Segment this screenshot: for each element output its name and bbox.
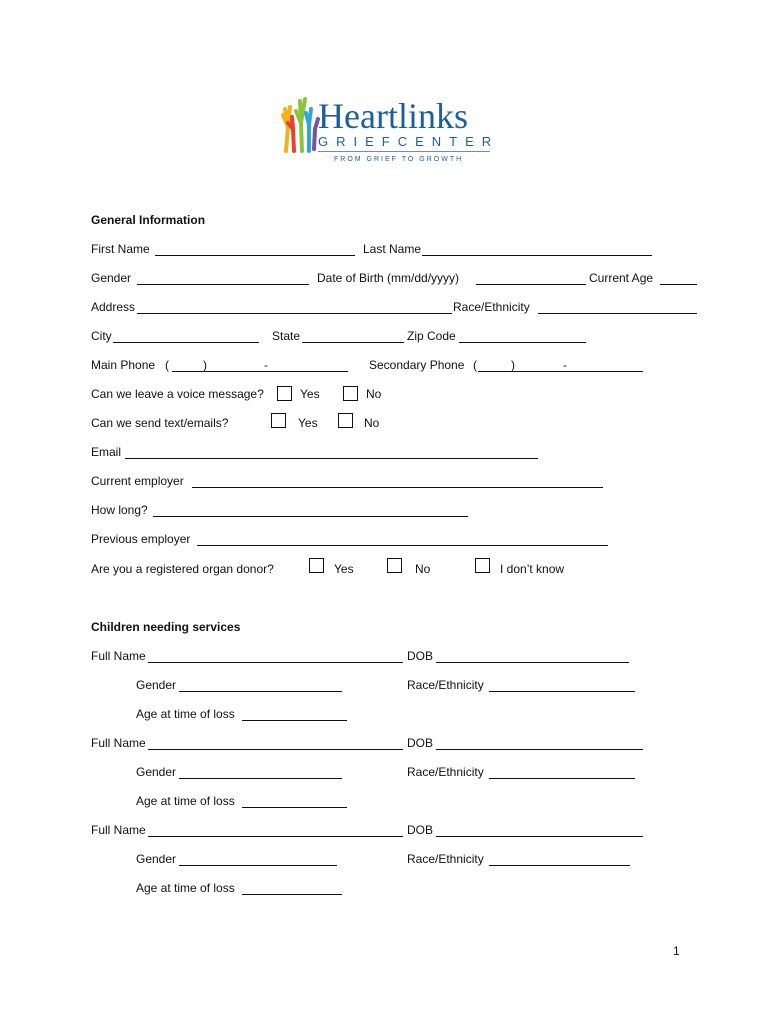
- how-long-field[interactable]: [153, 503, 468, 517]
- logo-tagline: FROM GRIEF TO GROWTH: [334, 156, 464, 163]
- child-3-full-name-field[interactable]: [148, 823, 403, 837]
- child-2-gender-label: Gender: [136, 765, 177, 779]
- city-field[interactable]: [113, 329, 259, 343]
- race-label: Race/Ethnicity: [453, 300, 530, 314]
- main-phone-paren-close: ): [203, 358, 207, 372]
- organ-yes-label: Yes: [334, 562, 354, 576]
- state-label: State: [272, 329, 301, 343]
- hands-logo-icon: [280, 93, 320, 155]
- race-field[interactable]: [538, 300, 697, 314]
- child-1-full-name-field[interactable]: [148, 649, 403, 663]
- secondary-phone-paren-open: (: [473, 358, 477, 372]
- last-name-label: Last Name: [363, 242, 422, 256]
- child-1-dob-label: DOB: [407, 649, 434, 663]
- last-name-field[interactable]: [422, 242, 652, 256]
- organ-yes-checkbox[interactable]: [309, 558, 324, 573]
- organ-donor-question: Are you a registered organ donor?: [91, 562, 274, 576]
- address-label: Address: [91, 300, 136, 314]
- state-field[interactable]: [302, 329, 404, 343]
- child-1-race-field[interactable]: [489, 678, 635, 692]
- text-yes-label: Yes: [298, 416, 318, 430]
- text-no-checkbox[interactable]: [338, 413, 353, 428]
- main-phone-dash: -: [264, 358, 268, 372]
- organ-no-checkbox[interactable]: [387, 558, 402, 573]
- organ-dont-know-label: I don’t know: [500, 562, 565, 576]
- child-1-dob-field[interactable]: [436, 649, 629, 663]
- how-long-label: How long?: [91, 503, 148, 517]
- dob-label: Date of Birth (mm/dd/yyyy): [317, 271, 460, 285]
- gender-field[interactable]: [137, 271, 309, 285]
- current-age-field[interactable]: [660, 271, 697, 285]
- child-3-race-field[interactable]: [489, 852, 630, 866]
- email-label: Email: [91, 445, 122, 459]
- child-2-age-loss-field[interactable]: [242, 794, 347, 808]
- city-label: City: [91, 329, 112, 343]
- child-2-dob-field[interactable]: [436, 736, 643, 750]
- logo-subtitle: GRIEFCENTER: [318, 134, 500, 149]
- voice-message-question: Can we leave a voice message?: [91, 387, 264, 401]
- child-1-full-name-label: Full Name: [91, 649, 146, 663]
- text-no-label: No: [364, 416, 380, 430]
- employer-label: Current employer: [91, 474, 184, 488]
- main-phone-label: Main Phone: [91, 358, 156, 372]
- organ-no-label: No: [415, 562, 431, 576]
- child-3-dob-label: DOB: [407, 823, 434, 837]
- prev-employer-field[interactable]: [197, 532, 608, 546]
- child-3-race-label: Race/Ethnicity: [407, 852, 484, 866]
- email-field[interactable]: [125, 445, 538, 459]
- child-3-gender-field[interactable]: [179, 852, 337, 866]
- child-3-age-loss-label: Age at time of loss: [136, 881, 235, 895]
- children-heading: Children needing services: [91, 620, 241, 634]
- child-2-gender-field[interactable]: [179, 765, 342, 779]
- voice-yes-label: Yes: [300, 387, 320, 401]
- child-1-gender-field[interactable]: [179, 678, 342, 692]
- logo-divider: [318, 151, 490, 152]
- zip-label: Zip Code: [407, 329, 456, 343]
- text-email-question: Can we send text/emails?: [91, 416, 229, 430]
- organ-dont-know-checkbox[interactable]: [475, 558, 490, 573]
- current-age-label: Current Age: [589, 271, 654, 285]
- secondary-phone-dash: -: [563, 358, 567, 372]
- text-yes-checkbox[interactable]: [271, 413, 286, 428]
- gender-label: Gender: [91, 271, 132, 285]
- logo-title: Heartlinks: [318, 96, 468, 136]
- child-3-full-name-label: Full Name: [91, 823, 146, 837]
- child-2-full-name-field[interactable]: [148, 736, 403, 750]
- voice-no-checkbox[interactable]: [343, 386, 358, 401]
- main-phone-field[interactable]: [172, 358, 348, 372]
- prev-employer-label: Previous employer: [91, 532, 191, 546]
- child-3-dob-field[interactable]: [436, 823, 643, 837]
- child-1-gender-label: Gender: [136, 678, 177, 692]
- voice-yes-checkbox[interactable]: [277, 386, 292, 401]
- child-1-age-loss-field[interactable]: [242, 707, 347, 721]
- child-2-dob-label: DOB: [407, 736, 434, 750]
- secondary-phone-field[interactable]: [478, 358, 643, 372]
- main-phone-paren-open: (: [165, 358, 169, 372]
- child-2-race-field[interactable]: [489, 765, 635, 779]
- voice-no-label: No: [366, 387, 382, 401]
- child-3-age-loss-field[interactable]: [242, 881, 342, 895]
- general-heading: General Information: [91, 213, 206, 227]
- secondary-phone-label: Secondary Phone: [369, 358, 465, 372]
- secondary-phone-paren-close: ): [511, 358, 515, 372]
- page-number: 1: [673, 944, 680, 958]
- child-3-gender-label: Gender: [136, 852, 177, 866]
- child-1-age-loss-label: Age at time of loss: [136, 707, 235, 721]
- child-2-age-loss-label: Age at time of loss: [136, 794, 235, 808]
- first-name-label: First Name: [91, 242, 150, 256]
- zip-field[interactable]: [459, 329, 586, 343]
- dob-field[interactable]: [476, 271, 586, 285]
- child-2-full-name-label: Full Name: [91, 736, 146, 750]
- child-2-race-label: Race/Ethnicity: [407, 765, 484, 779]
- employer-field[interactable]: [192, 474, 603, 488]
- first-name-field[interactable]: [155, 242, 355, 256]
- address-field[interactable]: [137, 300, 452, 314]
- child-1-race-label: Race/Ethnicity: [407, 678, 484, 692]
